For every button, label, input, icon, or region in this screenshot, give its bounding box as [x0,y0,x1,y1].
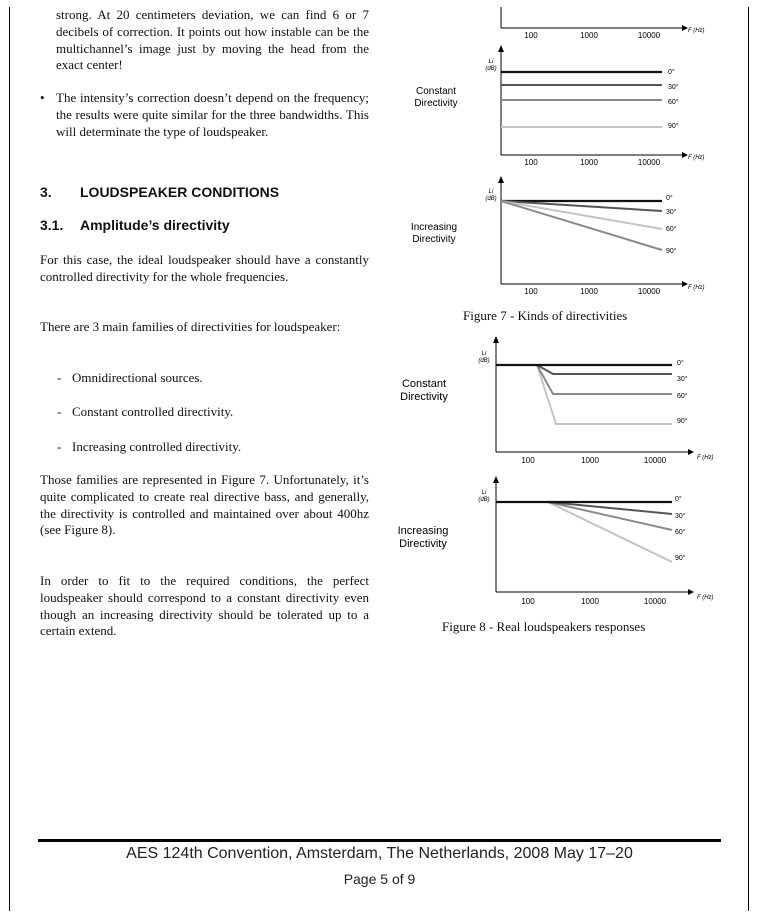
x-tick-label: 100 [521,456,535,465]
x-tick-label: 100 [524,158,538,167]
list-item-label: Increasing controlled directivity. [72,439,242,454]
footer-convention: AES 124th Convention, Amsterdam, The Netherlands, 2008 May 17–20 [126,845,633,862]
x-tick-label: 10000 [643,456,667,465]
curve-label: 30° [675,513,686,520]
curve-label: 0° [677,360,684,367]
x-axis-arrow-icon [688,449,694,455]
curve-label: 0° [675,496,682,503]
x-tick-label: 1000 [581,456,599,465]
paragraph-families: There are 3 main families of directivities for loudspeaker: [40,319,341,334]
curve-label: 60° [675,529,686,536]
curve-label: 30° [666,209,677,216]
curve-30deg [496,502,672,514]
panel-label: Directivity [399,538,447,550]
x-tick-label: 1000 [581,597,599,606]
panel-label: Constant [415,86,457,97]
curve-label: 0° [666,195,673,202]
curve-label: 90° [668,123,679,130]
figure7-caption: Figure 7 - Kinds of directivities [463,308,628,323]
bullet-mark: • [40,90,45,105]
subsection-number: 3.1. [40,217,64,233]
subsection-title: Amplitude’s directivity [80,217,230,233]
fig8-panel-increasing [398,476,714,606]
panel-label: Constant [401,378,447,390]
figure8-caption: Figure 8 - Real loudspeakers responses [442,619,646,634]
curve-60deg [496,365,672,394]
paragraph-ideal: For this case, the ideal loudspeaker should have a constantly controlled directivity for the whole frequencies. [40,252,369,284]
y-axis-label: Li [488,189,494,195]
panel-label: Increasing [397,525,449,537]
curve-label: 90° [675,555,686,562]
panel-label: Directivity [400,391,448,403]
x-tick-label: 100 [521,597,535,606]
section-title: LOUDSPEAKER CONDITIONS [80,184,280,200]
x-tick-label: 1000 [580,31,598,40]
y-axis-label: Li [481,351,487,357]
fig7-panel-omni [501,7,705,40]
y-axis-label: (dB) [478,358,490,364]
panel-label: Directivity [414,98,458,109]
curve-label: 60° [677,393,688,400]
curve-label: 60° [668,99,679,106]
bullet-text: The intensity’s correction doesn’t depend on the frequency; the results were quite similar for the three bandwidths. This will determinate the type of loudspeaker. [56,90,369,139]
section-number: 3. [40,184,52,200]
x-axis-label: F (Hz) [688,28,705,34]
list-item-label: Omnidirectional sources. [72,370,203,385]
x-tick-label: 100 [524,31,538,40]
x-tick-label: 100 [524,287,538,296]
x-tick-label: 10000 [637,158,661,167]
fig8-panel-constant [400,336,713,465]
x-axis-label: F (Hz) [697,455,714,461]
curve-label: 60° [666,226,677,233]
curve-label: 0° [668,69,675,76]
fig7-panel-increasing [411,176,705,296]
y-axis-label: (dB) [485,196,497,202]
panel-label: Increasing [410,222,458,233]
y-axis-arrow-icon [498,176,504,183]
footer-page-number: Page 5 of 9 [343,871,416,887]
x-tick-label: 1000 [580,287,598,296]
x-axis-label: F (Hz) [688,155,705,161]
curve-label: 90° [666,248,677,255]
curve-30deg [496,365,672,374]
list-dash: - [57,404,62,419]
y-axis-arrow-icon [493,476,499,483]
curve-label: 30° [668,84,679,91]
list-dash: - [57,370,62,385]
paragraph-conditions: In order to fit to the required conditions, the perfect loudspeaker should correspond to a constant directivity even though an increasing directivity should be tolerated up to a certain extend. [40,573,369,639]
panel-label: Directivity [412,234,456,245]
x-tick-label: 10000 [637,31,661,40]
paragraph-represented: Those families are represented in Figure 7. Unfortunately, it’s quite complicated to create real directive bass, and generally, the directivity is controlled and maintained over about 400hz (see Figure 8). [40,472,369,538]
footer-rule [38,839,721,842]
y-axis-arrow-icon [493,336,499,343]
x-axis-label: F (Hz) [688,285,705,291]
x-tick-label: 10000 [643,597,667,606]
list-item-label: Constant controlled directivity. [72,404,234,419]
paragraph-continued: strong. At 20 centimeters deviation, we can find 6 or 7 decibels of correction. It points out how instable can be the multichannel’s image just by moving the head from the exact center! [56,7,369,73]
x-axis-label: F (Hz) [697,595,714,601]
y-axis-label: Li [481,490,487,496]
y-axis-label: Li [488,59,494,65]
y-axis-label: (dB) [478,497,490,503]
fig7-panel-constant [414,45,704,167]
x-axis-arrow-icon [688,589,694,595]
y-axis-arrow-icon [498,45,504,52]
list-dash: - [57,439,62,454]
y-axis-label: (dB) [485,66,497,72]
x-tick-label: 1000 [580,158,598,167]
x-tick-label: 10000 [637,287,661,296]
curve-label: 30° [677,376,688,383]
curve-label: 90° [677,418,688,425]
